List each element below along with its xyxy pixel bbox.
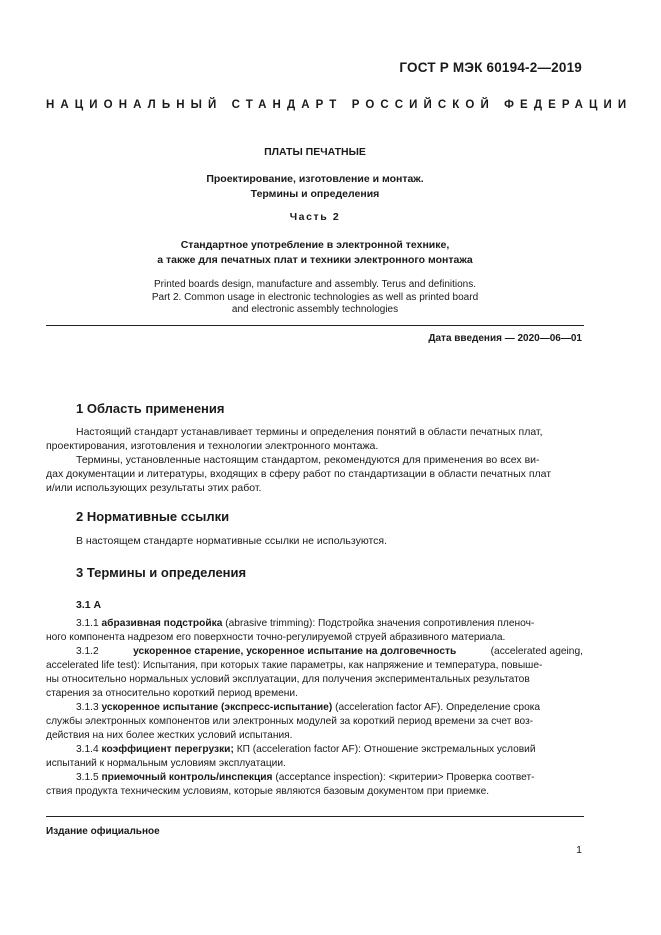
- document-id: ГОСТ Р МЭК 60194-2—2019: [399, 60, 582, 75]
- standard-title: ПЛАТЫ ПЕЧАТНЫЕ: [264, 146, 366, 158]
- term-definition-line: действия на них более жестких условий испытания.: [46, 730, 293, 741]
- term-definition: (acceptance inspection): <критерии> Проверка соответ-: [275, 772, 535, 783]
- paragraph-line: проектирования, изготовления и технологии электронного монтажа.: [46, 440, 379, 452]
- official-edition-label: Издание официальное: [46, 826, 160, 837]
- subtitle-line: Термины и определения: [250, 188, 380, 200]
- term-definition-line: accelerated life test): Испытания, при которых такие параметры, как напряжение и температура, повыше-: [46, 660, 543, 671]
- term-entry: [76, 645, 583, 659]
- term-name: абразивная подстройка: [101, 618, 223, 629]
- section-heading-terms: 3 Термины и определения: [76, 565, 247, 580]
- term-definition-line: службы электронных компонентов или электронных модулей за короткий период времени за счет воз-: [46, 716, 534, 727]
- term-definition-line: старения за относительно короткий период времени.: [46, 688, 298, 699]
- term-definition: КП (acceleration factor AF): Отношение экстремальных условий: [236, 744, 536, 755]
- term-number: 3.1.5: [76, 772, 99, 783]
- term-number: 3.1.2: [76, 646, 99, 657]
- english-title-line: Printed boards design, manufacture and assembly. Terus and definitions.: [153, 279, 477, 290]
- part-label: Часть 2: [289, 211, 341, 223]
- english-title: [46, 279, 584, 317]
- paragraph-line: Настоящий стандарт устанавливает термины и определения понятий в области печатных плат,: [76, 426, 543, 438]
- term-entry: [76, 617, 583, 631]
- terms-list: [46, 617, 583, 799]
- term-definition-line: ны относительно нормальных условий эксплуатации, для получения экспериментальных результатов: [46, 674, 530, 685]
- page-number: 1: [576, 844, 582, 856]
- section-references-body: В настоящем стандарте нормативные ссылки не используются.: [76, 535, 388, 547]
- section-scope-body: [46, 425, 583, 495]
- footer-divider: [46, 816, 584, 817]
- term-definition-line: ного компонента надрезом его поверхности точно-регулируемой струей абразивного материала.: [46, 632, 506, 643]
- english-title-line: and electronic assembly technologies: [231, 304, 399, 316]
- standard-subtitle: [46, 172, 584, 202]
- term-entry: [76, 701, 583, 715]
- title-divider: [46, 325, 584, 326]
- term-number: 3.1.3: [76, 702, 99, 713]
- term-name: ускоренное испытание (экспресс-испытание): [101, 702, 333, 713]
- part-subtitle-line: а также для печатных плат и техники электронного монтажа: [157, 254, 473, 266]
- subsection-heading-a: 3.1 А: [76, 599, 102, 611]
- term-definition: (acceleration factor AF). Определение срока: [335, 702, 541, 713]
- section-heading-scope: 1 Область применения: [76, 401, 225, 416]
- section-heading-references: 2 Нормативные ссылки: [76, 509, 230, 524]
- paragraph-line: Термины, установленные настоящим стандартом, рекомендуются для применения во всех ви-: [76, 454, 540, 466]
- subtitle-line: Проектирование, изготовление и монтаж.: [206, 173, 424, 185]
- paragraph-line: дах документации и литературы, входящих в сферу работ по стандартизации в области печатных плат: [46, 468, 552, 480]
- term-entry: [76, 771, 583, 785]
- national-standard-banner: НАЦИОНАЛЬНЫЙ СТАНДАРТ РОССИЙСКОЙ ФЕДЕРАЦИИ: [46, 99, 633, 111]
- term-definition: (abrasive trimming): Подстройка значения сопротивления пленоч-: [225, 618, 535, 629]
- term-name: приемочный контроль/инспекция: [101, 772, 273, 783]
- paragraph-line: и/или использующих результаты этих работ.: [46, 482, 262, 494]
- term-number: 3.1.1: [76, 618, 99, 629]
- term-name: ускоренное старение, ускоренное испытание на долговечность: [133, 646, 457, 657]
- part-subtitle-line: Стандартное употребление в электронной технике,: [180, 239, 450, 251]
- part-subtitle: [46, 238, 584, 268]
- term-number: 3.1.4: [76, 744, 99, 755]
- term-definition-line: ствия продукта техническим условиям, которые являются базовым документом при приемке.: [46, 786, 490, 797]
- term-name: коэффициент перегрузки;: [101, 744, 234, 755]
- introduction-date: Дата введения — 2020—06—01: [428, 333, 582, 344]
- term-definition: (accelerated ageing,: [490, 646, 583, 657]
- term-entry: [76, 743, 583, 757]
- term-definition-line: испытаний к нормальным условиям эксплуатации.: [46, 758, 286, 769]
- english-title-line: Part 2. Common usage in electronic technologies as well as printed board: [151, 291, 479, 303]
